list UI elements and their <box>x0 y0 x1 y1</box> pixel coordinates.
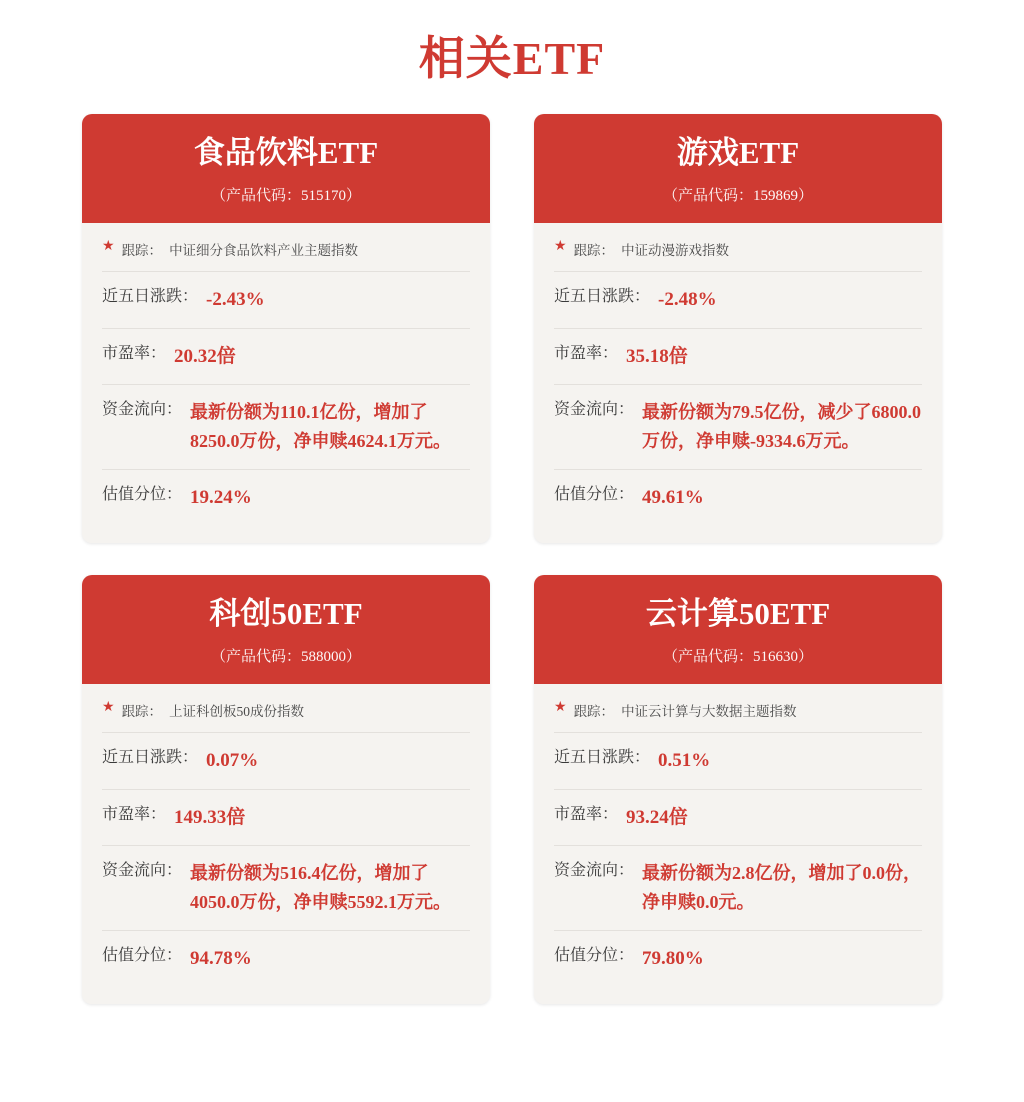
etf-five-day-label: 近五日涨跌： <box>102 288 199 306</box>
etf-card[interactable] <box>82 575 490 1004</box>
star-icon: ★ <box>554 239 567 255</box>
etf-card-header <box>534 575 942 684</box>
etf-valuation-label: 估值分位： <box>102 946 183 964</box>
etf-five-day-value: 0.51% <box>658 750 711 772</box>
etf-pe-row <box>554 329 922 385</box>
etf-flow-value: 最新份额为2.8亿份，增加了0.0份，净申赎0.0元。 <box>642 862 922 912</box>
etf-flow-label: 资金流向： <box>102 400 183 418</box>
etf-five-day-row <box>102 733 470 789</box>
etf-five-day-value: 0.07% <box>206 750 259 772</box>
etf-pe-value: 93.24倍 <box>626 806 688 828</box>
etf-card-header <box>534 114 942 223</box>
etf-card[interactable] <box>534 575 942 1004</box>
etf-code: （产品代码：588000） <box>210 649 361 666</box>
etf-track-row <box>102 239 470 272</box>
etf-track-row <box>102 700 470 733</box>
etf-five-day-label: 近五日涨跌： <box>554 749 651 767</box>
etf-track-label: 跟踪： <box>121 704 163 720</box>
etf-valuation-value: 94.78% <box>190 947 252 969</box>
etf-flow-label: 资金流向： <box>554 400 635 418</box>
etf-code: （产品代码：516630） <box>662 649 813 666</box>
etf-name: 科创50ETF <box>209 596 363 631</box>
etf-card-body <box>534 684 942 1004</box>
etf-track-value: 上证科创板50成份指数 <box>169 704 305 720</box>
etf-track-label: 跟踪： <box>573 243 615 259</box>
etf-pe-label: 市盈率： <box>102 344 167 362</box>
etf-card[interactable] <box>82 114 490 543</box>
etf-name: 食品饮料ETF <box>193 135 379 170</box>
etf-pe-row <box>102 329 470 385</box>
etf-pe-row <box>102 790 470 846</box>
etf-track-value: 中证动漫游戏指数 <box>621 243 730 259</box>
etf-track-row <box>554 700 922 733</box>
etf-flow-row <box>554 385 922 470</box>
etf-pe-label: 市盈率： <box>554 344 619 362</box>
etf-valuation-row <box>102 470 470 525</box>
etf-five-day-label: 近五日涨跌： <box>102 749 199 767</box>
etf-valuation-row <box>554 470 922 525</box>
etf-flow-value: 最新份额为516.4亿份，增加了4050.0万份，净申赎5592.1万元。 <box>190 862 452 912</box>
etf-pe-value: 20.32倍 <box>174 345 236 367</box>
star-icon: ★ <box>102 239 115 255</box>
page-title: 相关ETF <box>418 33 606 84</box>
star-icon: ★ <box>554 700 567 716</box>
etf-flow-row <box>102 385 470 470</box>
etf-pe-value: 35.18倍 <box>626 345 688 367</box>
etf-five-day-row <box>554 733 922 789</box>
etf-card-body <box>82 684 490 1004</box>
etf-valuation-value: 19.24% <box>190 486 252 508</box>
etf-flow-row <box>102 846 470 931</box>
etf-pe-row <box>554 790 922 846</box>
etf-track-value: 中证云计算与大数据主题指数 <box>621 704 797 720</box>
etf-card-body <box>82 223 490 543</box>
etf-track-label: 跟踪： <box>573 704 615 720</box>
etf-track-row <box>554 239 922 272</box>
etf-five-day-value: -2.48% <box>658 289 717 311</box>
etf-code: （产品代码：515170） <box>210 188 361 205</box>
etf-track-value: 中证细分食品饮料产业主题指数 <box>169 243 359 259</box>
star-icon: ★ <box>102 700 115 716</box>
etf-name: 云计算50ETF <box>645 596 831 631</box>
etf-pe-label: 市盈率： <box>554 805 619 823</box>
etf-valuation-value: 79.80% <box>642 947 704 969</box>
etf-flow-label: 资金流向： <box>554 861 635 879</box>
etf-card-header <box>82 575 490 684</box>
etf-flow-label: 资金流向： <box>102 861 183 879</box>
etf-valuation-label: 估值分位： <box>554 485 635 503</box>
etf-card-body <box>534 223 942 543</box>
etf-name: 游戏ETF <box>676 135 800 170</box>
etf-five-day-label: 近五日涨跌： <box>554 288 651 306</box>
etf-card-header <box>82 114 490 223</box>
etf-code: （产品代码：159869） <box>662 188 813 205</box>
etf-valuation-label: 估值分位： <box>554 946 635 964</box>
etf-valuation-label: 估值分位： <box>102 485 183 503</box>
etf-valuation-row <box>102 931 470 986</box>
etf-valuation-row <box>554 931 922 986</box>
etf-five-day-row <box>102 272 470 328</box>
etf-card-grid <box>0 114 1024 1004</box>
etf-flow-row <box>554 846 922 931</box>
etf-card[interactable] <box>534 114 942 543</box>
etf-flow-value: 最新份额为110.1亿份，增加了8250.0万份，净申赎4624.1万元。 <box>190 401 452 451</box>
etf-pe-value: 149.33倍 <box>174 806 246 828</box>
etf-five-day-row <box>554 272 922 328</box>
etf-pe-label: 市盈率： <box>102 805 167 823</box>
etf-track-label: 跟踪： <box>121 243 163 259</box>
etf-five-day-value: -2.43% <box>206 289 265 311</box>
etf-flow-value: 最新份额为79.5亿份，减少了6800.0万份，净申赎-9334.6万元。 <box>642 401 922 451</box>
etf-valuation-value: 49.61% <box>642 486 704 508</box>
